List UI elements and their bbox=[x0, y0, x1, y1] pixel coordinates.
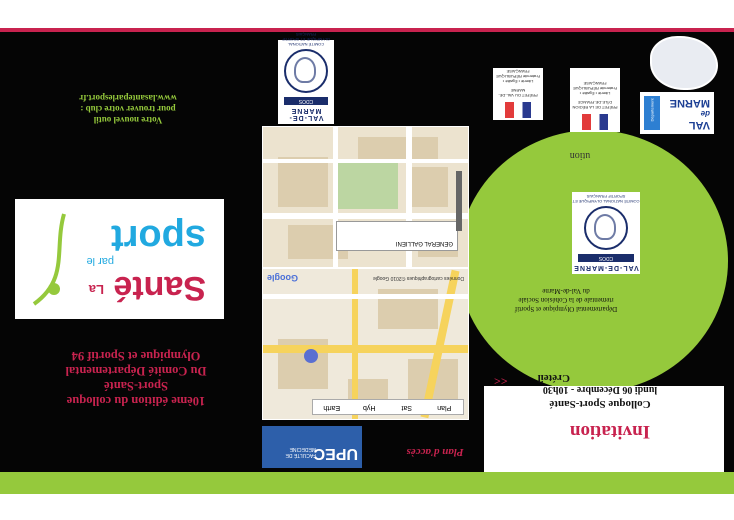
prefet-right-text: PRÉFET DE LA RÉGION D'ÎLE-DE-FRANCE bbox=[572, 100, 618, 110]
invitation-title: Invitation bbox=[569, 421, 651, 442]
access-map-top[interactable] bbox=[262, 126, 469, 268]
cdos-title-2: VAL-DE-MARNE bbox=[573, 264, 639, 271]
marianne-flag-icon bbox=[505, 102, 531, 118]
prefet-idf-logo bbox=[570, 68, 620, 132]
website-url[interactable]: www.lasanteparlesport.fr bbox=[79, 93, 177, 103]
map-label: GENERAL GALLIENI bbox=[395, 240, 453, 246]
website-line1: Votre nouvel outil bbox=[93, 115, 163, 125]
cdos-title: VAL-DE-MARNE bbox=[288, 107, 324, 121]
colloque-block bbox=[36, 348, 236, 408]
olympic-emblem-icon bbox=[284, 49, 328, 93]
olympic-emblem-icon bbox=[584, 206, 628, 250]
organizer-line2: rtementale de la Cohésion Sociale bbox=[518, 296, 614, 304]
swoosh-icon bbox=[24, 209, 74, 309]
cdos-logo-top bbox=[278, 32, 334, 124]
double-chevron-icon: >> bbox=[494, 374, 508, 388]
organizers-text bbox=[496, 286, 636, 313]
invitation-date: lundi 06 Décembre - 10h30 bbox=[542, 384, 658, 395]
sante-word: Santé bbox=[113, 269, 206, 307]
vdm-badge: Département bbox=[644, 96, 660, 130]
republique-left: Liberté • Égalité • Fraternité RÉPUBLIQUE FRANÇAISE bbox=[496, 69, 541, 84]
invitation-place: Créteil bbox=[537, 372, 570, 384]
organizer-line1: Départemental Olympique et Sportif bbox=[514, 305, 618, 313]
upec-sub: FACULTÉ DE MÉDECINE bbox=[285, 446, 316, 458]
colloque-line1: 10ème édition du colloque bbox=[66, 394, 206, 408]
prefet-left-text: PRÉFET DU VAL-DE-MARNE bbox=[498, 88, 538, 98]
par-le-word: par le bbox=[86, 255, 114, 267]
website-line2: pour trouver votre club : bbox=[80, 104, 176, 114]
tab-sat[interactable]: Sat bbox=[401, 404, 413, 411]
prefet-val-de-marne-logo bbox=[493, 68, 543, 120]
colloque-line2: Sport-Santé bbox=[104, 379, 168, 393]
marianne-flag-icon bbox=[582, 114, 608, 130]
website-block bbox=[28, 92, 228, 125]
vdm-line1: VAL bbox=[688, 119, 710, 131]
vdm-line2: de bbox=[700, 109, 710, 118]
bottom-green-bar bbox=[0, 472, 734, 494]
tab-hyb[interactable]: Hyb bbox=[363, 404, 376, 411]
sante-sport-logo-content bbox=[15, 199, 224, 319]
google-logo: Google bbox=[267, 273, 298, 283]
cdos-sub-2: COMITÉ NATIONAL OLYMPIQUE ET SPORTIF FRANÇAIS bbox=[572, 194, 640, 204]
upec-logo bbox=[262, 426, 362, 468]
colloque-line4: Olympique et Sportif 94 bbox=[71, 349, 201, 363]
circle-top-fragment: ution bbox=[569, 150, 591, 161]
map-footer: Données cartographiques ©2010 Google bbox=[373, 275, 464, 281]
location-marker-icon[interactable] bbox=[304, 349, 318, 363]
invitation-event: Colloque Sport-Santé bbox=[549, 398, 651, 410]
cdos-band-2: CDOS bbox=[578, 254, 634, 262]
plan-acces-title: Plan d'accès bbox=[406, 446, 464, 458]
zoom-slider[interactable] bbox=[456, 171, 462, 231]
republique-right: Liberté • Égalité • Fraternité RÉPUBLIQUE FRANÇAISE bbox=[573, 81, 618, 96]
sport-word: sport bbox=[111, 217, 206, 259]
tab-plan[interactable]: Plan bbox=[437, 404, 452, 411]
val-de-marne-logo bbox=[640, 92, 714, 134]
organizer-line3: du Val-de-Marne bbox=[542, 287, 590, 295]
cdos-band: CDOS bbox=[284, 97, 328, 105]
colloque-line3: Du Comité Départemental bbox=[65, 364, 207, 378]
upec-text: UPEC bbox=[313, 445, 358, 462]
access-map-bottom[interactable] bbox=[262, 268, 469, 420]
la-word: La bbox=[88, 282, 104, 297]
cdos-logo-right bbox=[572, 192, 640, 274]
map-info-bubble bbox=[336, 221, 458, 251]
vdm-line3: MARNE bbox=[669, 97, 710, 109]
cdos-sub: COMITÉ NATIONAL OLYMPIQUE ET SPORTIF FRANÇAIS bbox=[282, 32, 331, 47]
tab-earth[interactable]: Earth bbox=[323, 404, 341, 411]
map-type-tabs bbox=[312, 399, 464, 415]
